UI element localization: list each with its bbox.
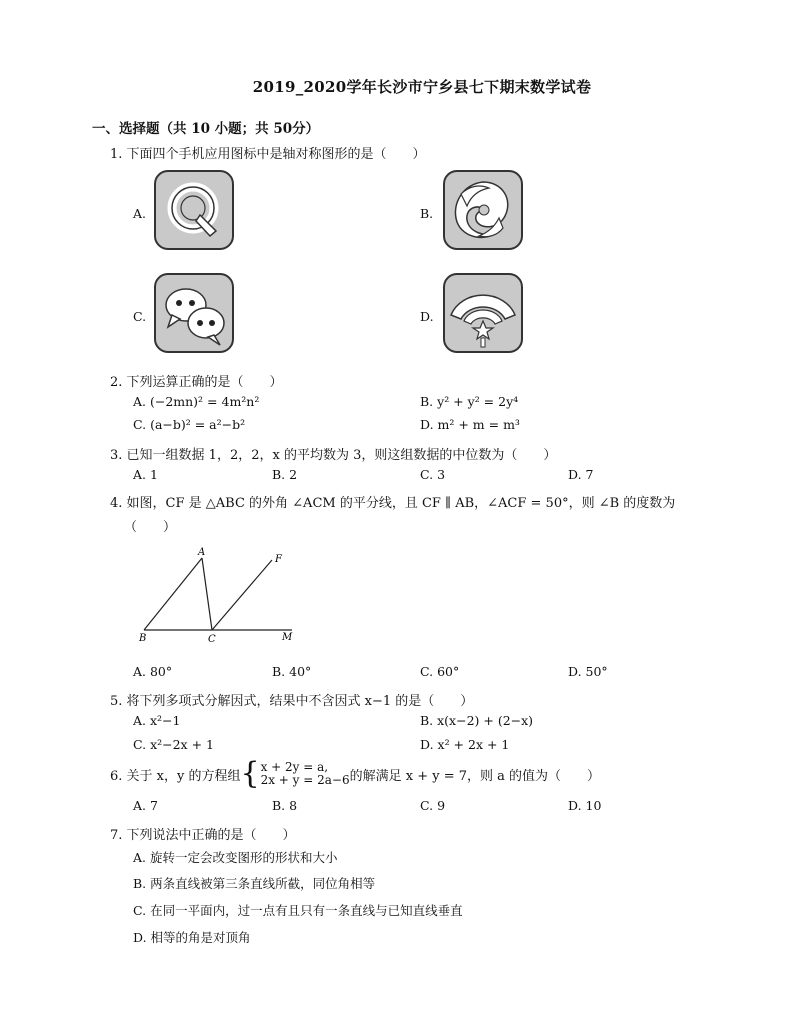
chat-bubbles-icon (156, 275, 232, 351)
q7-option-a: A. 旋转一定会改变图形的形状和大小 (133, 850, 338, 865)
label-m: M (282, 632, 293, 643)
q3-option-c: C. 3 (420, 467, 446, 482)
q6-equation-system (240, 756, 350, 791)
question-2-stem: 2. 下列运算正确的是（ ） (110, 375, 283, 390)
question-4-stem: 4. 如图，CF 是 △ABC 的外角 ∠ACM 的平分线，且 CF ∥ AB，∠ACF = 50°，则 ∠B 的度数为 (110, 496, 676, 511)
q5-option-c: C. x²−2x + 1 (133, 737, 214, 752)
q1-option-b-label: B. (420, 206, 434, 221)
q5-option-b: B. x(x−2) + (2−x) (420, 713, 534, 728)
q2-option-c: C. (a−b)² = a²−b² (133, 417, 246, 432)
q4-option-c: C. 60° (420, 664, 460, 679)
ray-cf (212, 560, 272, 630)
triangle-figure (130, 540, 310, 650)
question-3-stem: 3. 已知一组数据 1，2，2，x 的平均数为 3，则这组数据的中位数为（ ） (110, 448, 557, 463)
segment-ac (202, 558, 212, 630)
q1-option-b-icon-box (443, 170, 523, 250)
q2-option-a: A. (−2mn)² = 4m²n² (133, 394, 260, 409)
magnifier-q-icon (156, 172, 232, 248)
q1-option-d-label: D. (420, 309, 434, 324)
segment-ab (144, 558, 202, 630)
q1-option-c-label: C. (133, 309, 147, 324)
q6-equation-1: x + 2y = a, (260, 760, 329, 774)
q6-option-a: A. 7 (133, 798, 158, 813)
question-6-stem (110, 756, 601, 791)
q2-option-b: B. y² + y² = 2y⁴ (420, 394, 519, 409)
q1-option-a-label: A. (133, 206, 147, 221)
question-7-stem: 7. 下列说法中正确的是（ ） (110, 828, 296, 843)
q3-option-d: D. 7 (568, 467, 594, 482)
section-heading: 一、选择题（共 10 小题；共 50分） (92, 121, 320, 137)
q4-option-b: B. 40° (272, 664, 312, 679)
q1-option-d-icon-box (443, 273, 523, 353)
wifi-star-icon (445, 275, 521, 351)
q5-option-d: D. x² + 2x + 1 (420, 737, 510, 752)
q3-option-a: A. 1 (133, 467, 158, 482)
question-1-stem: 1. 下面四个手机应用图标中是轴对称图形的是（ ） (110, 147, 426, 162)
question-5-stem: 5. 将下列多项式分解因式，结果中不含因式 x−1 的是（ ） (110, 694, 474, 709)
q6-option-c: C. 9 (420, 798, 446, 813)
label-c: C (208, 634, 216, 645)
q7-option-c: C. 在同一平面内，过一点有且只有一条直线与已知直线垂直 (133, 903, 463, 918)
swirl-icon (445, 172, 521, 248)
q2-option-d: D. m² + m = m³ (420, 417, 520, 432)
q5-option-a: A. x²−1 (133, 713, 181, 728)
q1-option-a-icon-box (154, 170, 234, 250)
q6-option-b: B. 8 (272, 798, 298, 813)
q6-option-d: D. 10 (568, 798, 602, 813)
q4-option-d: D. 50° (568, 664, 608, 679)
q7-option-d: D. 相等的角是对顶角 (133, 930, 251, 945)
q6-stem-pre: 6. 关于 x，y 的方程组 (110, 768, 241, 784)
q4-option-a: A. 80° (133, 664, 173, 679)
label-a: A (198, 547, 206, 558)
q6-equation-2: 2x + y = 2a−6 (260, 773, 350, 787)
question-4-stem-blank: （ ） (124, 520, 177, 535)
q6-stem-post: 的解满足 x + y = 7，则 a 的值为（ ） (349, 768, 601, 784)
q7-option-b: B. 两条直线被第三条直线所截，同位角相等 (133, 876, 376, 891)
label-b: B (139, 633, 147, 644)
exam-title: 2019_2020学年长沙市宁乡县七下期末数学试卷 (252, 78, 592, 96)
q1-option-c-icon-box (154, 273, 234, 353)
brace-icon: { (240, 756, 260, 791)
label-f: F (275, 554, 282, 565)
q3-option-b: B. 2 (272, 467, 298, 482)
